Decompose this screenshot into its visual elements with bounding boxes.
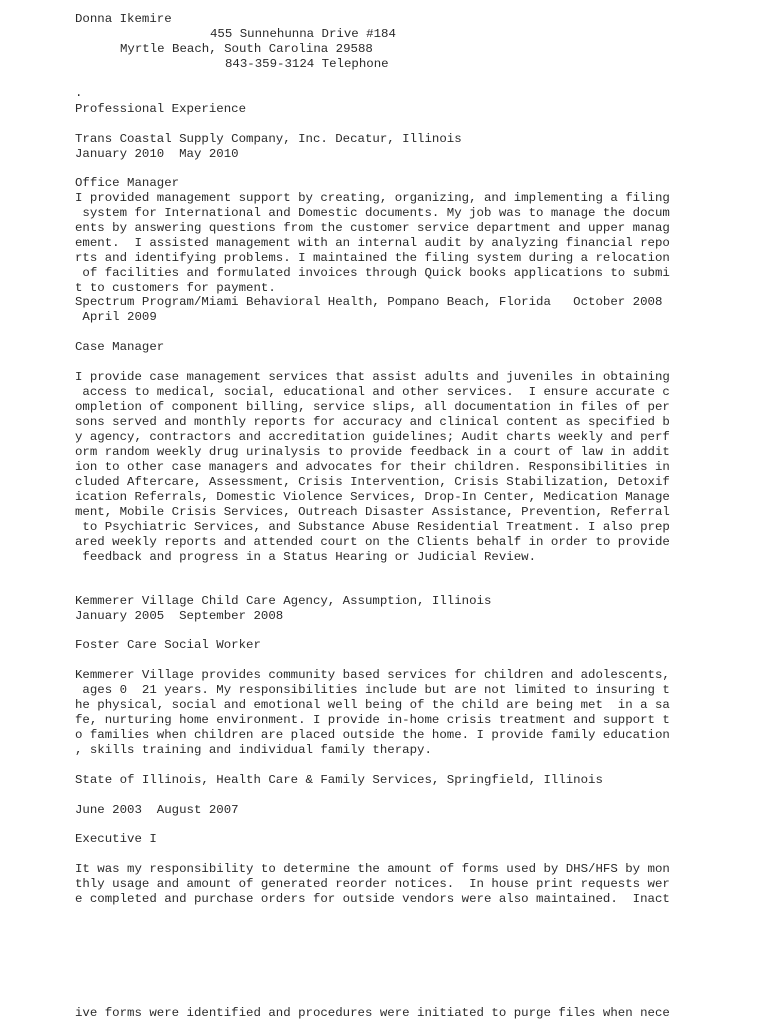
- description-line: y agency, contractors and accreditation guidelines; Audit charts weekly and perf: [75, 430, 670, 444]
- employment-dates: April 2009: [75, 310, 157, 324]
- description-line: of facilities and formulated invoices through Quick books applications to submi: [75, 266, 670, 280]
- street-address: 455 Sunnehunna Drive #184: [210, 27, 396, 41]
- description-line: ared weekly reports and attended court on the Clients behalf in order to provide: [75, 535, 670, 549]
- description-line: orm random weekly drug urinalysis to provide feedback in a court of law in addit: [75, 445, 670, 459]
- description-line: fe, nurturing home environment. I provide in-home crisis treatment and support t: [75, 713, 670, 727]
- city-state-zip: Myrtle Beach, South Carolina 29588: [120, 42, 373, 56]
- job-title: Executive I: [75, 832, 157, 846]
- employment-dates: January 2010 May 2010: [75, 147, 239, 161]
- description-line: I provided management support by creating, organizing, and implementing a filing: [75, 191, 670, 205]
- description-line: ages 0 21 years. My responsibilities include but are not limited to insuring t: [75, 683, 670, 697]
- description-line: access to medical, social, educational and other services. I ensure accurate c: [75, 385, 670, 399]
- description-line: feedback and progress in a Status Hearing or Judicial Review.: [75, 550, 537, 564]
- description-line: , skills training and individual family therapy.: [75, 743, 432, 757]
- description-line: o families when children are placed outside the home. I provide family education: [75, 728, 670, 742]
- description-line: cluded Aftercare, Assessment, Crisis Intervention, Crisis Stabilization, Detoxif: [75, 475, 670, 489]
- job-title: Foster Care Social Worker: [75, 638, 261, 652]
- description-line: ement. I assisted management with an internal audit by analyzing financial repo: [75, 236, 670, 250]
- employer-name: Kemmerer Village Child Care Agency, Assumption, Illinois: [75, 594, 492, 608]
- description-line: ment, Mobile Crisis Services, Outreach Disaster Assistance, Prevention, Referral: [75, 505, 670, 519]
- phone-number: 843-359-3124 Telephone: [225, 57, 389, 71]
- description-line: e completed and purchase orders for outside vendors were also maintained. Inact: [75, 892, 670, 906]
- job-title: Office Manager: [75, 176, 180, 190]
- description-line: he physical, social and emotional well being of the child are being met in a sa: [75, 698, 670, 712]
- description-line: rts and identifying problems. I maintained the filing system during a relocation: [75, 251, 670, 265]
- job-title: Case Manager: [75, 340, 165, 354]
- description-line: sons served and monthly reports for accuracy and clinical content as specified b: [75, 415, 670, 429]
- description-line: ication Referrals, Domestic Violence Services, Drop-In Center, Medication Manage: [75, 490, 670, 504]
- employer-name: Spectrum Program/Miami Behavioral Health, Pompano Beach, Florida October 2008: [75, 295, 663, 309]
- description-line: ive forms were identified and procedures were initiated to purge files when nece: [75, 1006, 670, 1020]
- section-title: Professional Experience: [75, 102, 247, 116]
- description-line: t to customers for payment.: [75, 281, 276, 295]
- description-line: ents by answering questions from the customer service department and upper manag: [75, 221, 670, 235]
- employer-name: Trans Coastal Supply Company, Inc. Decatur, Illinois: [75, 132, 462, 146]
- separator-dot: .: [75, 86, 83, 100]
- description-line: thly usage and amount of generated reorder notices. In house print requests wer: [75, 877, 670, 891]
- description-line: to Psychiatric Services, and Substance Abuse Residential Treatment. I also prep: [75, 520, 670, 534]
- description-line: ion to other case managers and advocates for their children. Responsibilities in: [75, 460, 670, 474]
- description-line: Kemmerer Village provides community based services for children and adolescents,: [75, 668, 670, 682]
- employer-name: State of Illinois, Health Care & Family Services, Springfield, Illinois: [75, 773, 603, 787]
- employment-dates: January 2005 September 2008: [75, 609, 284, 623]
- employment-dates: June 2003 August 2007: [75, 803, 239, 817]
- applicant-name: Donna Ikemire: [75, 12, 172, 26]
- description-line: It was my responsibility to determine the amount of forms used by DHS/HFS by mon: [75, 862, 670, 876]
- description-line: ompletion of component billing, service slips, all documentation in files of per: [75, 400, 670, 414]
- description-line: system for International and Domestic documents. My job was to manage the docum: [75, 206, 670, 220]
- description-line: I provide case management services that assist adults and juveniles in obtaining: [75, 370, 670, 384]
